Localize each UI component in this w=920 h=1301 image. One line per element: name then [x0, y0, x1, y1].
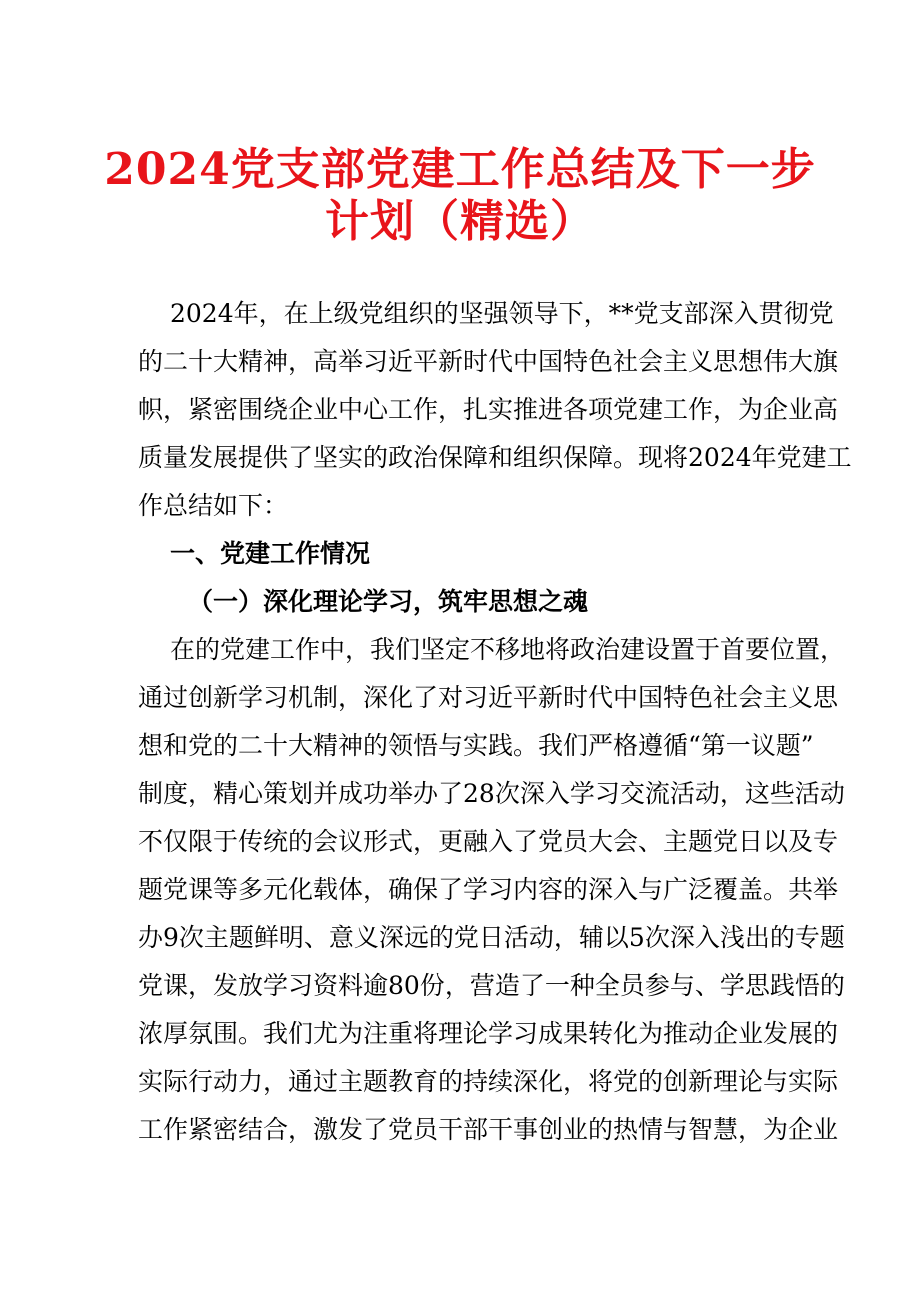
- paragraph-line: 想和党的二十大精神的领悟与实践。我们严格遵循“第一议题”: [138, 731, 814, 760]
- paragraph-line: 不仅限于传统的会议形式，更融入了党员大会、主题党日以及专: [138, 827, 839, 856]
- paragraph-line: 工作紧密结合，激发了党员干部干事创业的热情与智慧，为企业: [138, 1115, 839, 1144]
- subsection-heading: （一）深化理论学习，筑牢思想之魂: [188, 587, 589, 616]
- document-title-line-2: 计划（精选）: [325, 196, 595, 247]
- paragraph-line: 党课，发放学习资料逾80份，营造了一种全员参与、学思践悟的: [138, 971, 845, 1000]
- intro-line: 帜，紧密围绕企业中心工作，扎实推进各项党建工作，为企业高: [138, 395, 839, 424]
- document-title-line-1: 2024党支部党建工作总结及下一步: [104, 144, 816, 195]
- intro-line: 作总结如下：: [138, 491, 289, 520]
- paragraph-line: 办9次主题鲜明、意义深远的党日活动，辅以5次深入浅出的专题: [138, 923, 845, 952]
- paragraph-line: 通过创新学习机制，深化了对习近平新时代中国特色社会主义思: [138, 683, 839, 712]
- paragraph-line: 制度，精心策划并成功举办了28次深入学习交流活动，这些活动: [138, 779, 845, 808]
- intro-line: 的二十大精神，高举习近平新时代中国特色社会主义思想伟大旗: [138, 347, 839, 376]
- section-heading: 一、党建工作情况: [170, 539, 371, 568]
- paragraph-line: 浓厚氛围。我们尤为注重将理论学习成果转化为推动企业发展的: [138, 1019, 839, 1048]
- intro-line: 2024年，在上级党组织的坚强领导下，**党支部深入贯彻党: [170, 299, 834, 328]
- paragraph-line: 实际行动力，通过主题教育的持续深化，将党的创新理论与实际: [138, 1067, 839, 1096]
- paragraph-line: 在的党建工作中，我们坚定不移地将政治建设置于首要位置，: [170, 635, 846, 664]
- intro-line: 质量发展提供了坚实的政治保障和组织保障。现将2024年党建工: [138, 443, 852, 472]
- paragraph-line: 题党课等多元化载体，确保了学习内容的深入与广泛覆盖。共举: [138, 875, 839, 904]
